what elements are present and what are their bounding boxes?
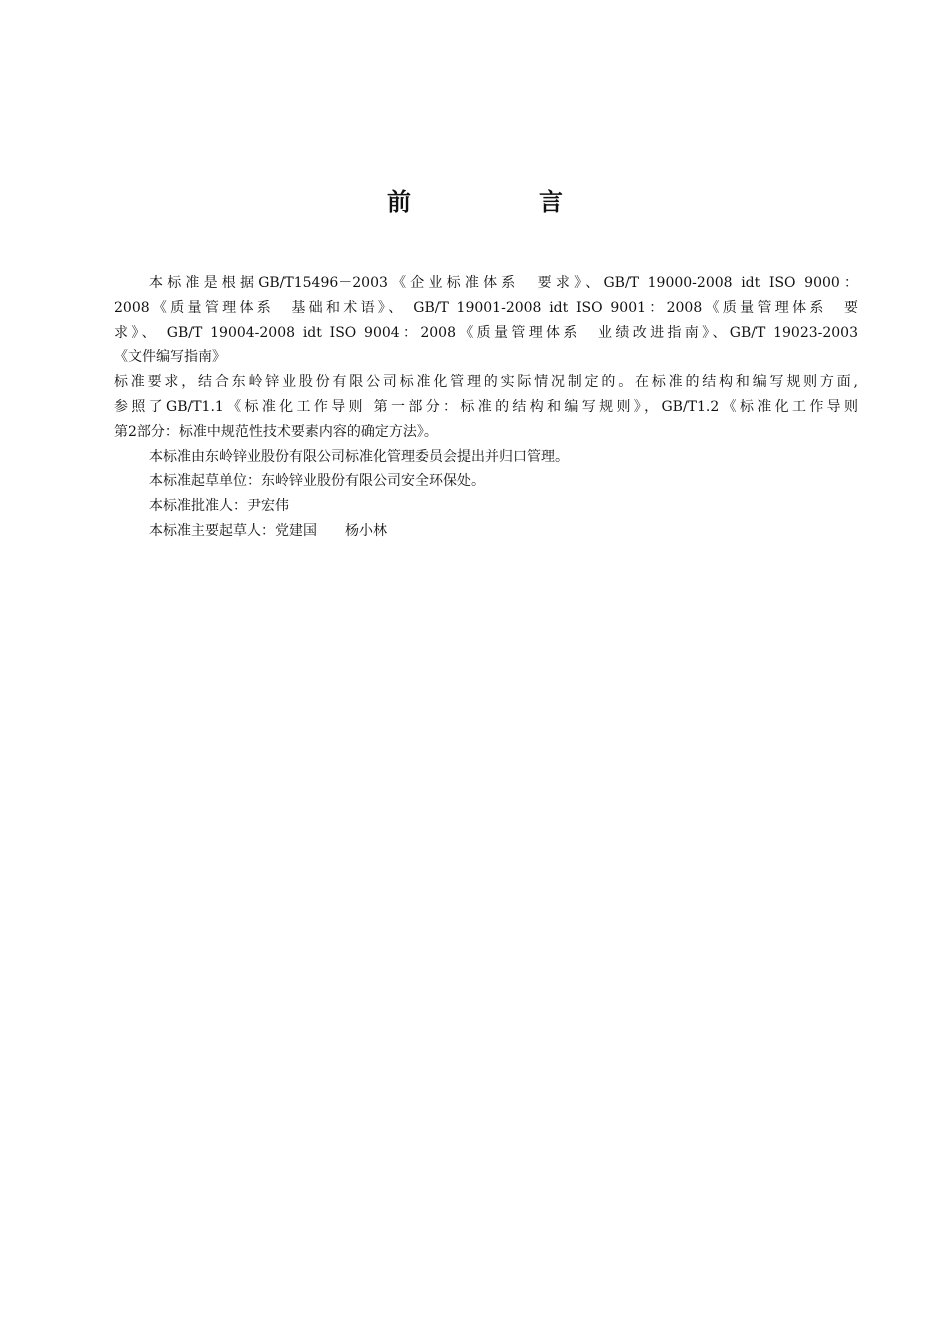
drafters-line: 本标准主要起草人：党建国 杨小林 [149,522,387,539]
page-title: 前 言 [387,188,615,216]
paragraph-line: 求》、 GB/T 19004-2008 idt ISO 9004：2008《质量管理体系 业绩改进指南》、GB/T 19023-2003 [114,324,858,341]
paragraph-line: 本标准是根据GB/T15496－2003《企业标准体系 要求》、GB/T 19000-2008 idt ISO 9000： [149,275,858,291]
paragraph-line: 《文件编写指南》 [114,349,226,366]
drafting-unit-line: 本标准起草单位：东岭锌业股份有限公司安全环保处。 [149,473,485,490]
paragraph-line: 第2部分：标准中规范性技术要素内容的确定方法》。 [114,423,438,440]
proposer-line: 本标准由东岭锌业股份有限公司标准化管理委员会提出并归口管理。 [149,448,569,465]
paragraph-line: 标准要求，结合东岭锌业股份有限公司标准化管理的实际情况制定的。在标准的结构和编写规则方面, [114,374,858,391]
approver-line: 本标准批准人：尹宏伟 [149,498,289,515]
paragraph-line: 参照了GB/T1.1《标准化工作导则 第一部分：标准的结构和编写规则》，GB/T1.2《标准化工作导则 [114,398,858,415]
paragraph-line: 2008《质量管理体系 基础和术语》、 GB/T 19001-2008 idt ISO 9001：2008《质量管理体系 要 [114,299,858,316]
foreword-body [114,271,858,544]
